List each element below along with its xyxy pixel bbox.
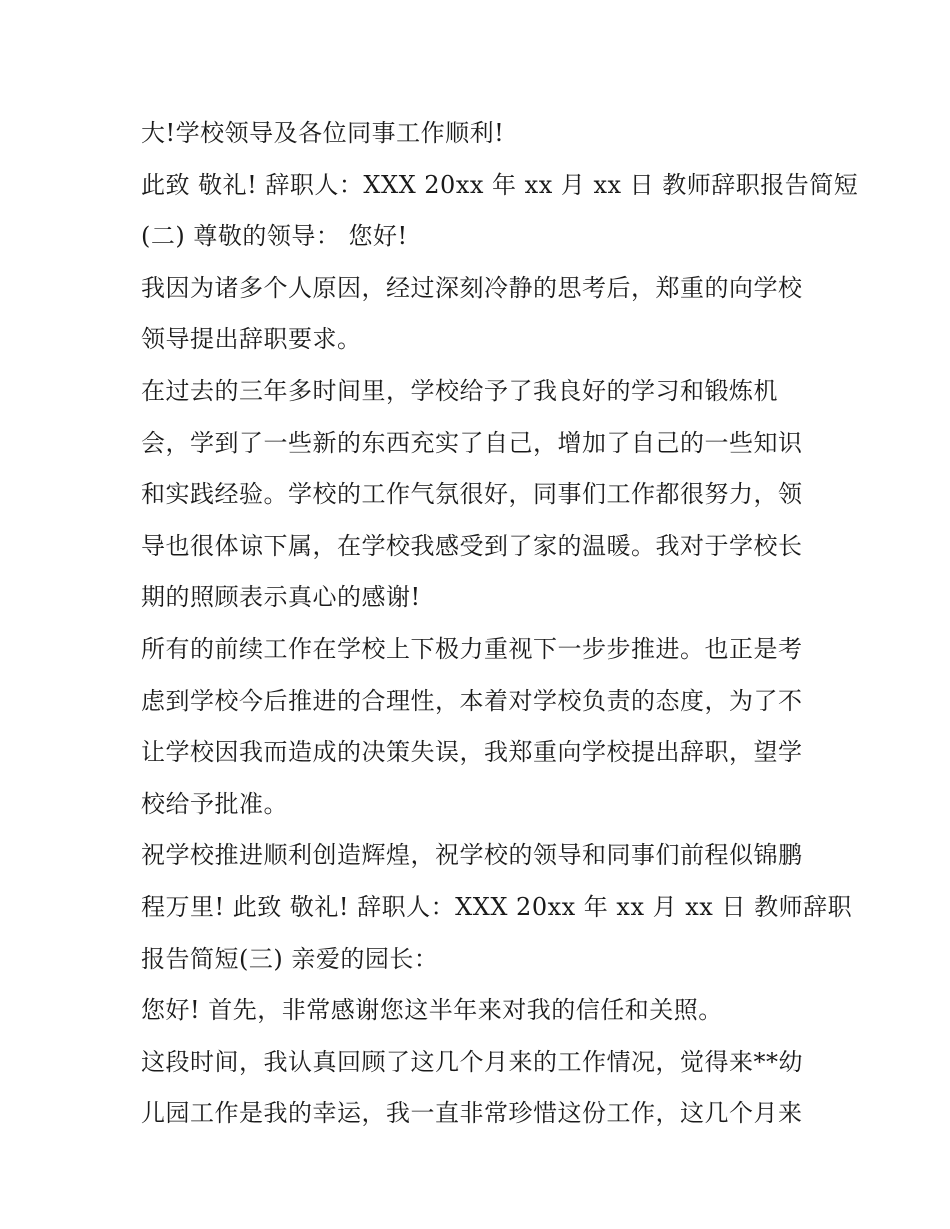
text-line: 在过去的三年多时间里，学校给予了我良好的学习和锻炼机: [141, 376, 778, 405]
text-line: 虑到学校今后推进的合理性，本着对学校负责的态度，为了不: [141, 686, 803, 715]
text-line: 报告简短(三) 亲爱的园长：: [141, 944, 439, 973]
text-line: 和实践经验。学校的工作气氛很好，同事们工作都很努力，领: [141, 480, 803, 509]
text-line: 您好! 首先，非常感谢您这半年来对我的信任和关照。: [141, 996, 723, 1025]
text-line: 我因为诸多个人原因，经过深刻冷静的思考后，郑重的向学校: [141, 273, 803, 302]
text-line: 期的照顾表示真心的感谢!: [141, 583, 421, 612]
document-body: [141, 108, 859, 1140]
text-line: 会，学到了一些新的东西充实了自己，增加了自己的一些知识: [141, 428, 803, 457]
text-line: 所有的前续工作在学校上下极力重视下一步步推进。也正是考: [141, 634, 803, 663]
text-line: (二) 尊敬的领导： 您好!: [141, 222, 408, 251]
text-line: 儿园工作是我的幸运，我一直非常珍惜这份工作，这几个月来: [141, 1099, 803, 1128]
text-line: 导也很体谅下属，在学校我感受到了家的温暖。我对于学校长: [141, 531, 803, 560]
text-line: 祝学校推进顺利创造辉煌，祝学校的领导和同事们前程似锦鹏: [141, 841, 803, 870]
text-line: 领导提出辞职要求。: [141, 325, 362, 354]
text-line: 这段时间，我认真回顾了这几个月来的工作情况，觉得来**幼: [141, 1047, 803, 1076]
text-line: 让学校因我而造成的决策失误，我郑重向学校提出辞职，望学: [141, 738, 803, 767]
text-line: 程万里! 此致 敬礼! 辞职人：XXX 20xx 年 xx 月 xx 日 教师辞职: [141, 892, 853, 921]
text-line: 大!学校领导及各位同事工作顺利!: [141, 119, 505, 147]
text-line: 此致 敬礼! 辞职人：XXX 20xx 年 xx 月 xx 日 教师辞职报告简短: [141, 170, 859, 199]
text-line: 校给予批准。: [141, 789, 288, 818]
